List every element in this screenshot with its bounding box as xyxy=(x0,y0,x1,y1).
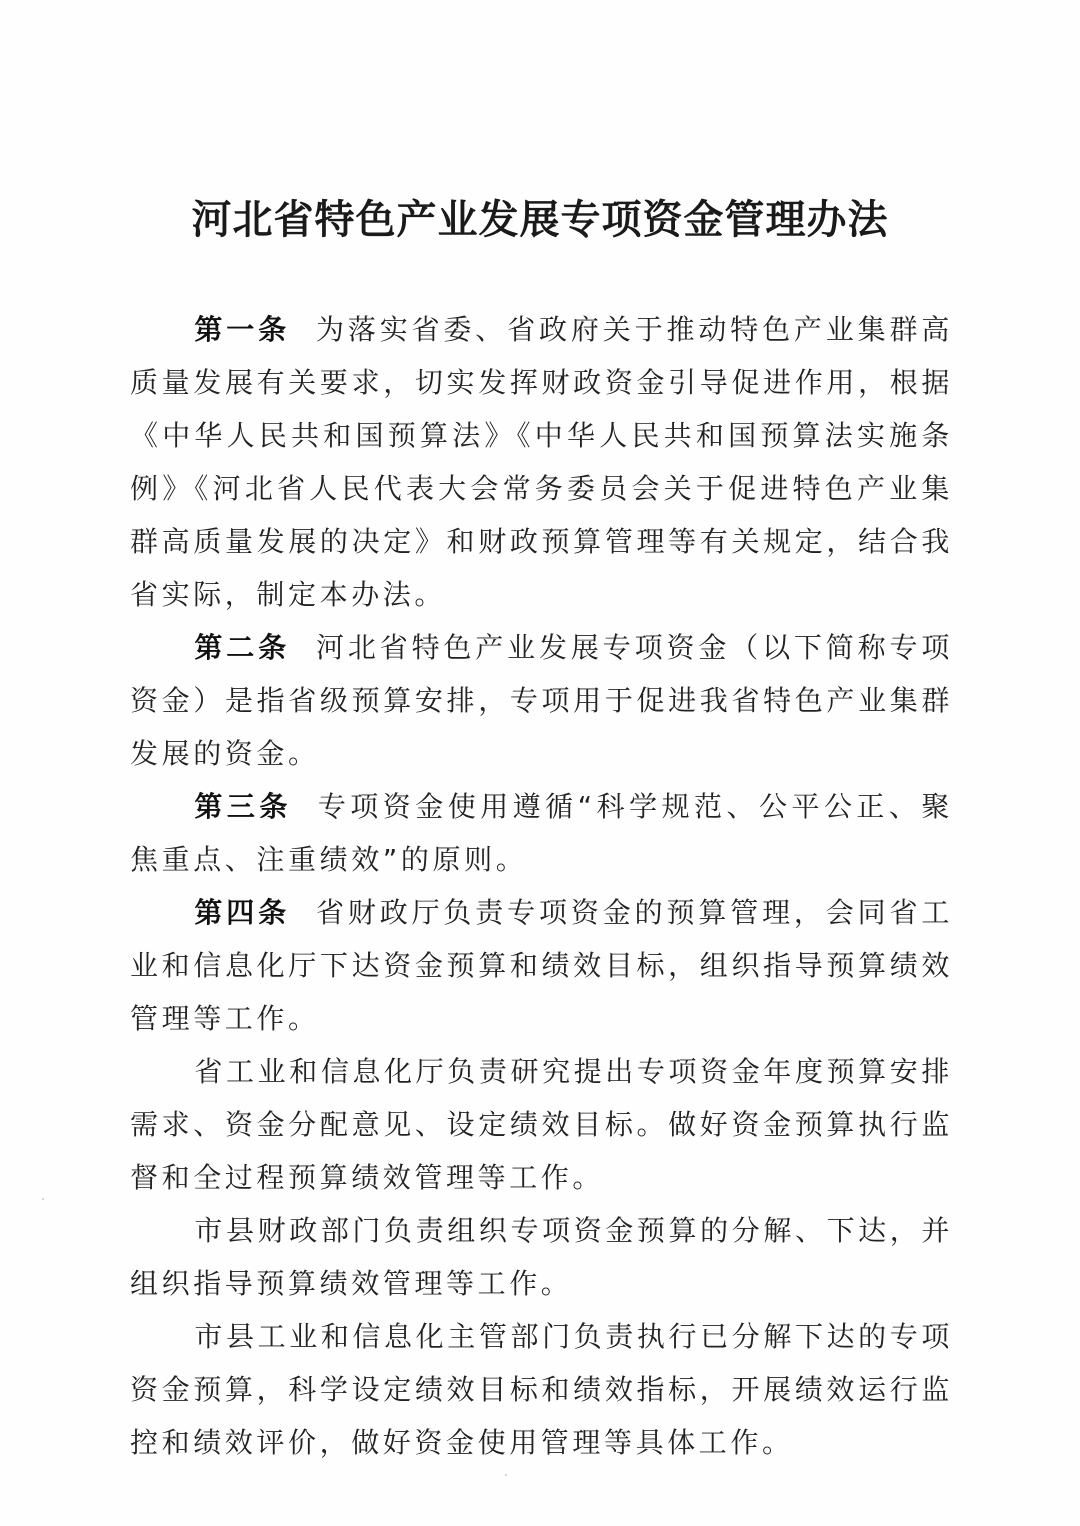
article-text: 河北省特色产业发展专项资金（以下简称专项资金）是指省级预算安排，专项用于促进我省特色产业集群发展的资金。 xyxy=(130,631,953,770)
article-number: 第一条 xyxy=(194,313,290,346)
document-title: 河北省特色产业发展专项资金管理办法 xyxy=(191,196,889,243)
article-1 xyxy=(130,303,953,621)
article-text: 专项资金使用遵循“科学规范、公平公正、聚焦重点、注重绩效”的原则。 xyxy=(130,790,953,876)
article-number: 第二条 xyxy=(194,631,290,664)
article-number: 第四条 xyxy=(194,896,290,929)
paragraph: 市县财政部门负责组织专项资金预算的分解、下达，并组织指导预算绩效管理等工作。 xyxy=(130,1214,953,1300)
article-text: 为落实省委、省政府关于推动特色产业集群高质量发展有关要求，切实发挥财政资金引导促进作用，根据《中华人民共和国预算法》《中华人民共和国预算法实施条例》《河北省人民代表大会常务委员会关于促进特色产业集群高质量发展的决定》和财政预算管理等有关规定，结合我省实际，制定本办法。 xyxy=(130,313,953,611)
article-number: 第三条 xyxy=(194,790,292,823)
paragraph: 市县工业和信息化主管部门负责执行已分解下达的专项资金预算，科学设定绩效目标和绩效指标，开展绩效运行监控和绩效评价，做好资金使用管理等具体工作。 xyxy=(130,1320,953,1459)
article-2 xyxy=(130,621,953,780)
document-body xyxy=(130,303,953,1469)
scan-speck xyxy=(42,1198,44,1200)
article-3 xyxy=(130,780,953,886)
article-text: 省财政厅负责专项资金的预算管理，会同省工业和信息化厅下达资金预算和绩效目标，组织指导预算绩效管理等工作。 xyxy=(130,896,953,1035)
paragraph: 省工业和信息化厅负责研究提出专项资金年度预算安排需求、资金分配意见、设定绩效目标。做好资金预算执行监督和全过程预算绩效管理等工作。 xyxy=(130,1055,953,1194)
scan-speck xyxy=(505,1474,507,1476)
article-4 xyxy=(130,886,953,1045)
